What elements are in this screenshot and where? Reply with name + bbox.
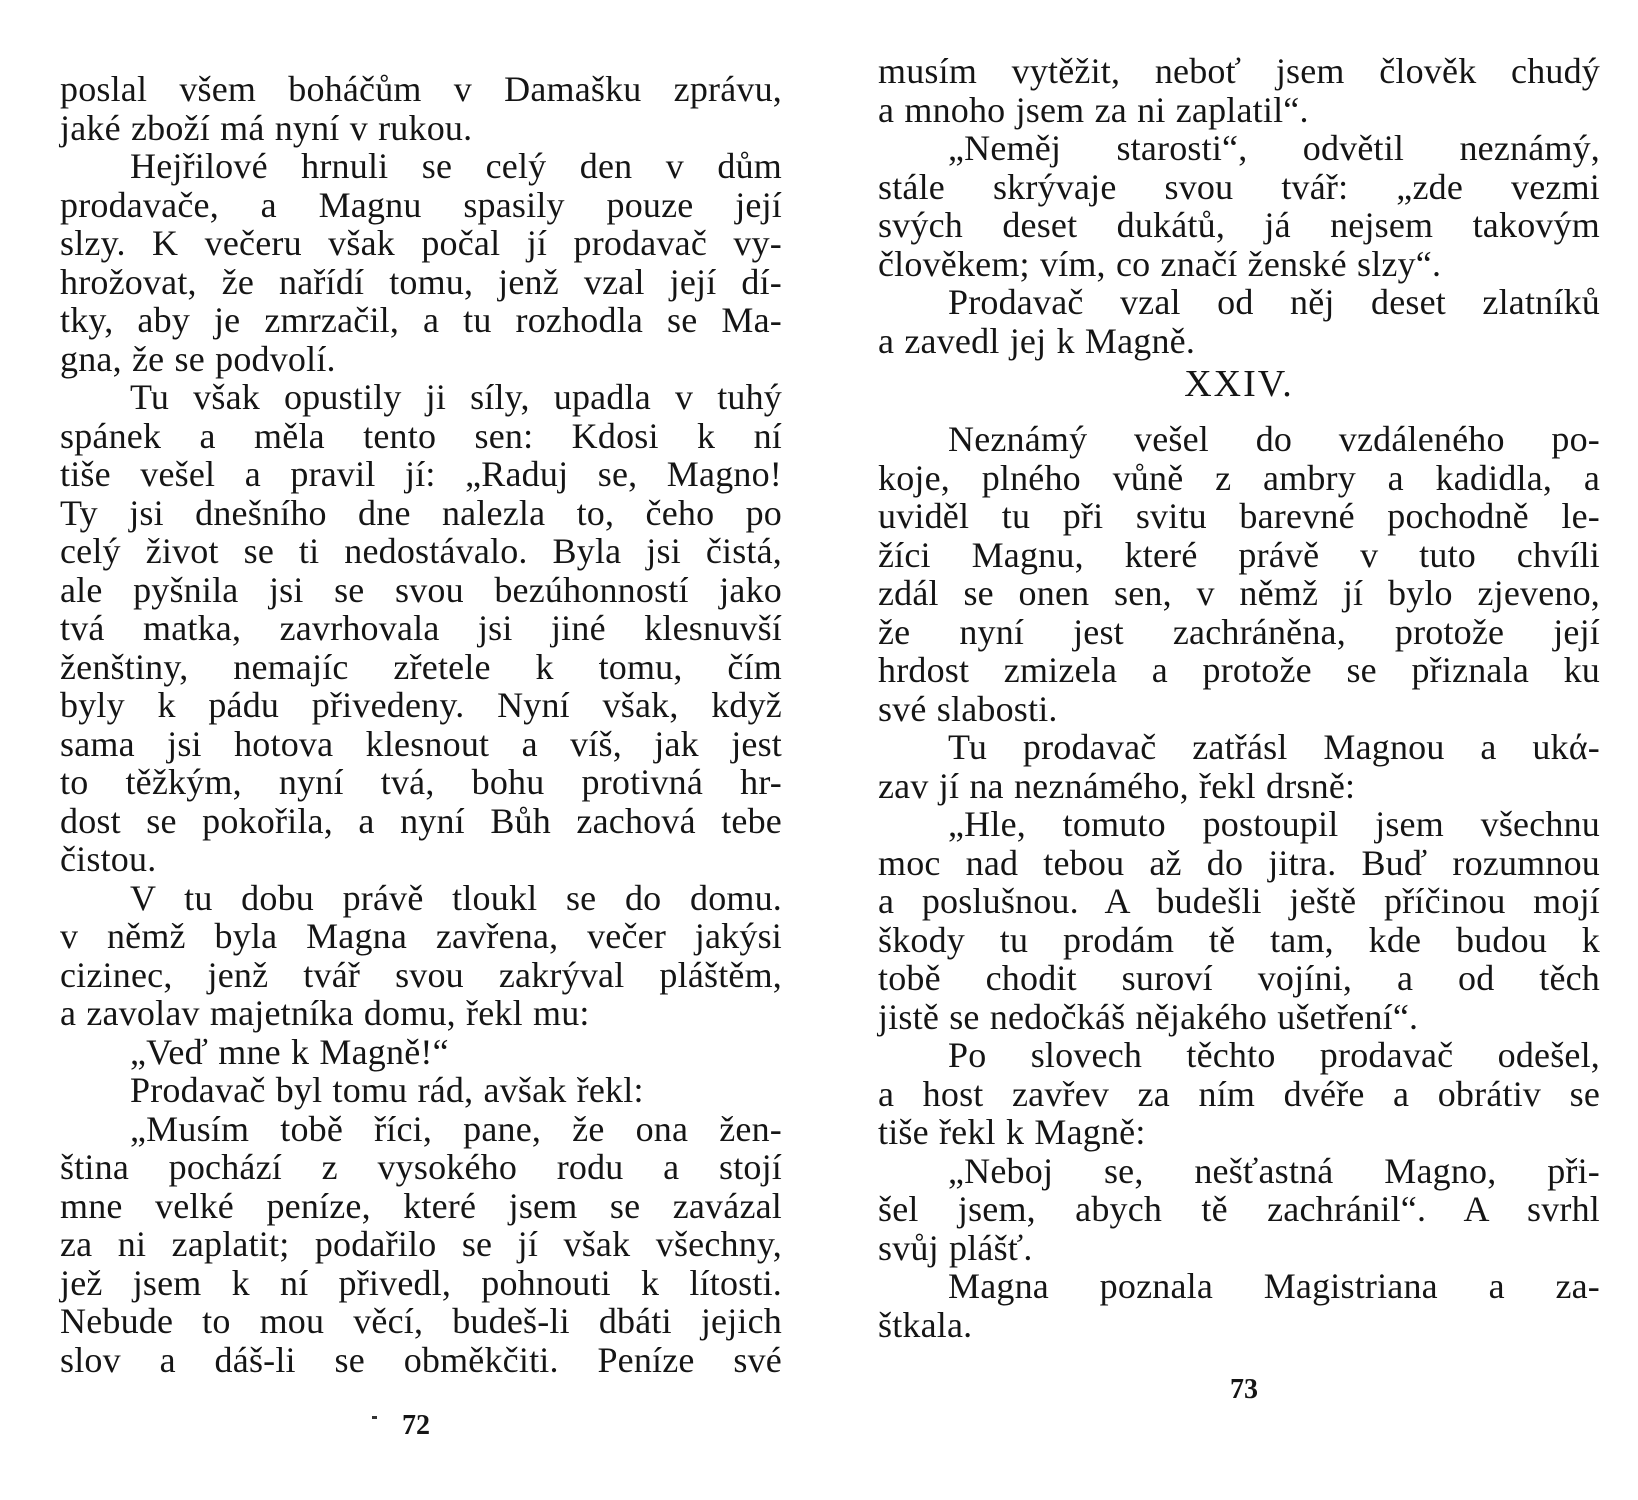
text-line: Po slovech těchto prodavač odešel, xyxy=(948,1035,1600,1075)
text-line: stále skrývaje svou tvář: „zde vezmi xyxy=(878,166,1600,207)
text-line: prodavače, a Magnu spasily pouze její xyxy=(60,184,782,225)
text-line: škody tu prodám tě tam, kde budou k xyxy=(878,919,1600,960)
text-line: jaké zboží má nyní v rukou. xyxy=(60,107,473,148)
text-line: hrožovat, že nařídí tomu, jenž vzal její dí- xyxy=(60,261,782,302)
text-line: slzy. K večeru však počal jí prodavač vy- xyxy=(60,223,782,263)
text-line: a zavolav majetníka domu, řekl mu: xyxy=(60,993,590,1033)
text-line: za ni zaplatit; podařilo se jí však všechny, xyxy=(60,1224,782,1264)
text-line: že nyní jest zachráněna, protože její xyxy=(878,611,1600,652)
text-line: V tu dobu právě tloukl se do domu. xyxy=(130,877,782,918)
text-line: slov a dáš-li se obměkčiti. Peníze své xyxy=(60,1339,782,1380)
text-line: jistě se nedočkáš nějakého ušetření“. xyxy=(878,996,1419,1037)
text-line: „Musím tobě říci, pane, že ona žen- xyxy=(130,1108,782,1149)
text-line: Magna poznala Magistriana a za- xyxy=(948,1266,1600,1306)
text-line: koje, plného vůně z ambry a kadidla, a xyxy=(878,457,1600,498)
text-line: a zavedl jej k Magně. xyxy=(878,320,1196,361)
text-line: tvá matka, zavrhovala jsi jiné klesnuvší xyxy=(60,608,782,648)
text-line: štkala. xyxy=(878,1304,973,1345)
text-line: žíci Magnu, které právě v tuto chvíli xyxy=(878,534,1600,575)
right-page-text-top xyxy=(878,52,1600,360)
text-line: Neznámý vešel do vzdáleného po- xyxy=(948,419,1600,459)
text-line: tobě chodit suroví vojíni, a od těch xyxy=(878,958,1600,998)
text-line: tiše vešel a pravil jí: „Raduj se, Magno! xyxy=(60,454,782,494)
text-line: Tu prodavač zatřásl Magnou a ukά- xyxy=(948,727,1600,767)
text-line: „Neměj starosti“, odvětil neznámý, xyxy=(948,128,1600,168)
text-line: gna, že se podvolí. xyxy=(60,338,336,379)
text-line: jež jsem k ní přivedl, pohnouti k lítosti. xyxy=(60,1262,782,1303)
text-line: člověkem; vím, co značí ženské slzy“. xyxy=(878,243,1442,284)
text-line: sama jsi hotova klesnout a víš, jak jest xyxy=(60,723,782,764)
text-line: mne velké peníze, které jsem se zavázal xyxy=(60,1185,782,1226)
text-line: ženštiny, nemajíc zřetele k tomu, čím xyxy=(60,646,782,687)
print-speck xyxy=(372,1416,377,1419)
text-line: dost se pokořila, a nyní Bůh zachová tebe xyxy=(60,800,782,841)
text-line: a mnoho jsem za ni zaplatil“. xyxy=(878,89,1309,130)
text-line: své slabosti. xyxy=(878,688,1058,729)
text-line: to těžkým, nyní tvá, bohu protivná hr- xyxy=(60,762,782,802)
text-line: svých deset dukátů, já nejsem takovým xyxy=(878,205,1600,245)
text-line: zdál se onen sen, v němž jí bylo zjeveno, xyxy=(878,573,1600,613)
right-page-text-bottom xyxy=(878,420,1600,1344)
text-line: moc nad tebou až do jitra. Buď rozumnou xyxy=(878,842,1600,883)
text-line: ale pyšnila jsi se svou bezúhonností jako xyxy=(60,569,782,610)
text-line: čistou. xyxy=(60,839,157,879)
text-line: musím vytěžit, neboť jsem člověk chudý xyxy=(878,51,1600,91)
text-line: Prodavač vzal od něj deset zlatníků xyxy=(948,282,1600,322)
text-line: hrdost zmizela a protože se přiznala ku xyxy=(878,650,1600,690)
text-line: celý život se ti nedostávalo. Byla jsi čistá, xyxy=(60,531,782,571)
text-line: tky, aby je zmrzačil, a tu rozhodla se Ma- xyxy=(60,300,782,340)
left-page-text xyxy=(60,70,782,1379)
text-line: ština pochází z vysokého rodu a stojí xyxy=(60,1147,782,1187)
text-line: spánek a měla tento sen: Kdosi k ní xyxy=(60,415,782,456)
text-line: svůj plášť. xyxy=(878,1227,1033,1268)
text-line: a poslušnou. A budešli ještě příčinou mojí xyxy=(878,881,1600,921)
text-line: zav jí na neznámého, řekl drsně: xyxy=(878,765,1356,806)
text-line: Hejřilové hrnuli se celý den v dům xyxy=(130,146,782,186)
text-line: v němž byla Magna zavřena, večer jakýsi xyxy=(60,916,782,956)
text-line: cizinec, jenž tvář svou zakrýval pláštěm, xyxy=(60,954,782,995)
text-line: Nebude to mou věcí, budeš-li dbáti jejich xyxy=(60,1301,782,1341)
text-line: Ty jsi dnešního dne nalezla to, čeho po xyxy=(60,492,782,533)
page-number-left: 72 xyxy=(402,1410,430,1441)
text-line: Tu však opustily ji síly, upadla v tuhý xyxy=(130,377,782,417)
text-line: uviděl tu při svitu barevné pochodně le- xyxy=(878,496,1600,536)
text-line: a host zavřev za ním dvéře a obrátiv se xyxy=(878,1073,1600,1114)
text-line: „Neboj se, nešťastná Magno, při- xyxy=(948,1150,1600,1191)
text-line: Prodavač byl tomu rád, avšak řekl: xyxy=(130,1070,644,1110)
text-line: „Veď mne k Magně!“ xyxy=(130,1031,449,1072)
text-line: „Hle, tomuto postoupil jsem všechnu xyxy=(948,804,1600,844)
chapter-heading: XXIV. xyxy=(1184,363,1294,405)
text-line: tiše řekl k Magně: xyxy=(878,1112,1146,1152)
page-number-right: 73 xyxy=(1230,1374,1258,1405)
text-line: šel jsem, abych tě zachránil“. A svrhl xyxy=(878,1189,1600,1229)
text-line: byly k pádu přivedeny. Nyní však, když xyxy=(60,685,782,725)
text-line: poslal všem boháčům v Damašku zprávu, xyxy=(60,69,782,109)
